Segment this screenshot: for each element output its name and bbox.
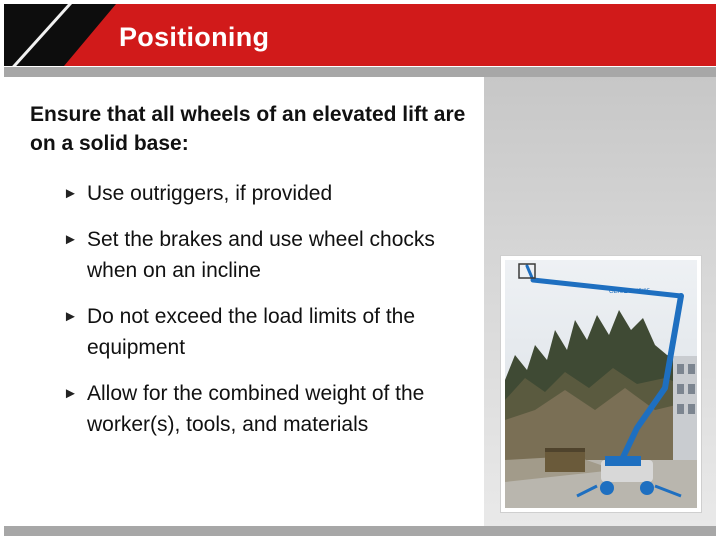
triangle-bullet-icon: ► xyxy=(63,185,78,202)
lift-label-text: GENIE Z-45/25 xyxy=(609,289,651,295)
triangle-bullet-icon: ► xyxy=(63,231,78,248)
bullet-text: Use outriggers, if provided xyxy=(87,182,333,205)
list-item xyxy=(63,378,463,440)
slide-title: Positioning xyxy=(119,22,270,52)
bullet-text: Do not exceed the load limits of the equipment xyxy=(87,305,416,359)
photo-frame xyxy=(500,255,702,513)
list-item xyxy=(63,301,463,363)
triangle-bullet-icon: ► xyxy=(63,308,78,325)
boom-lift-photo xyxy=(505,260,697,508)
slide-header xyxy=(4,4,716,66)
bullet-text: Allow for the combined weight of the worker(s), tools, and materials xyxy=(87,382,425,436)
list-item xyxy=(63,224,463,286)
header-underline-bar xyxy=(4,67,716,77)
bullet-text: Set the brakes and use wheel chocks when on an incline xyxy=(87,228,435,282)
intro-text: Ensure that all wheels of an elevated lift are on a solid base: xyxy=(30,103,466,155)
footer-bar xyxy=(4,526,716,536)
triangle-bullet-icon: ► xyxy=(63,385,78,402)
bullet-list xyxy=(63,178,463,455)
list-item xyxy=(63,178,463,209)
